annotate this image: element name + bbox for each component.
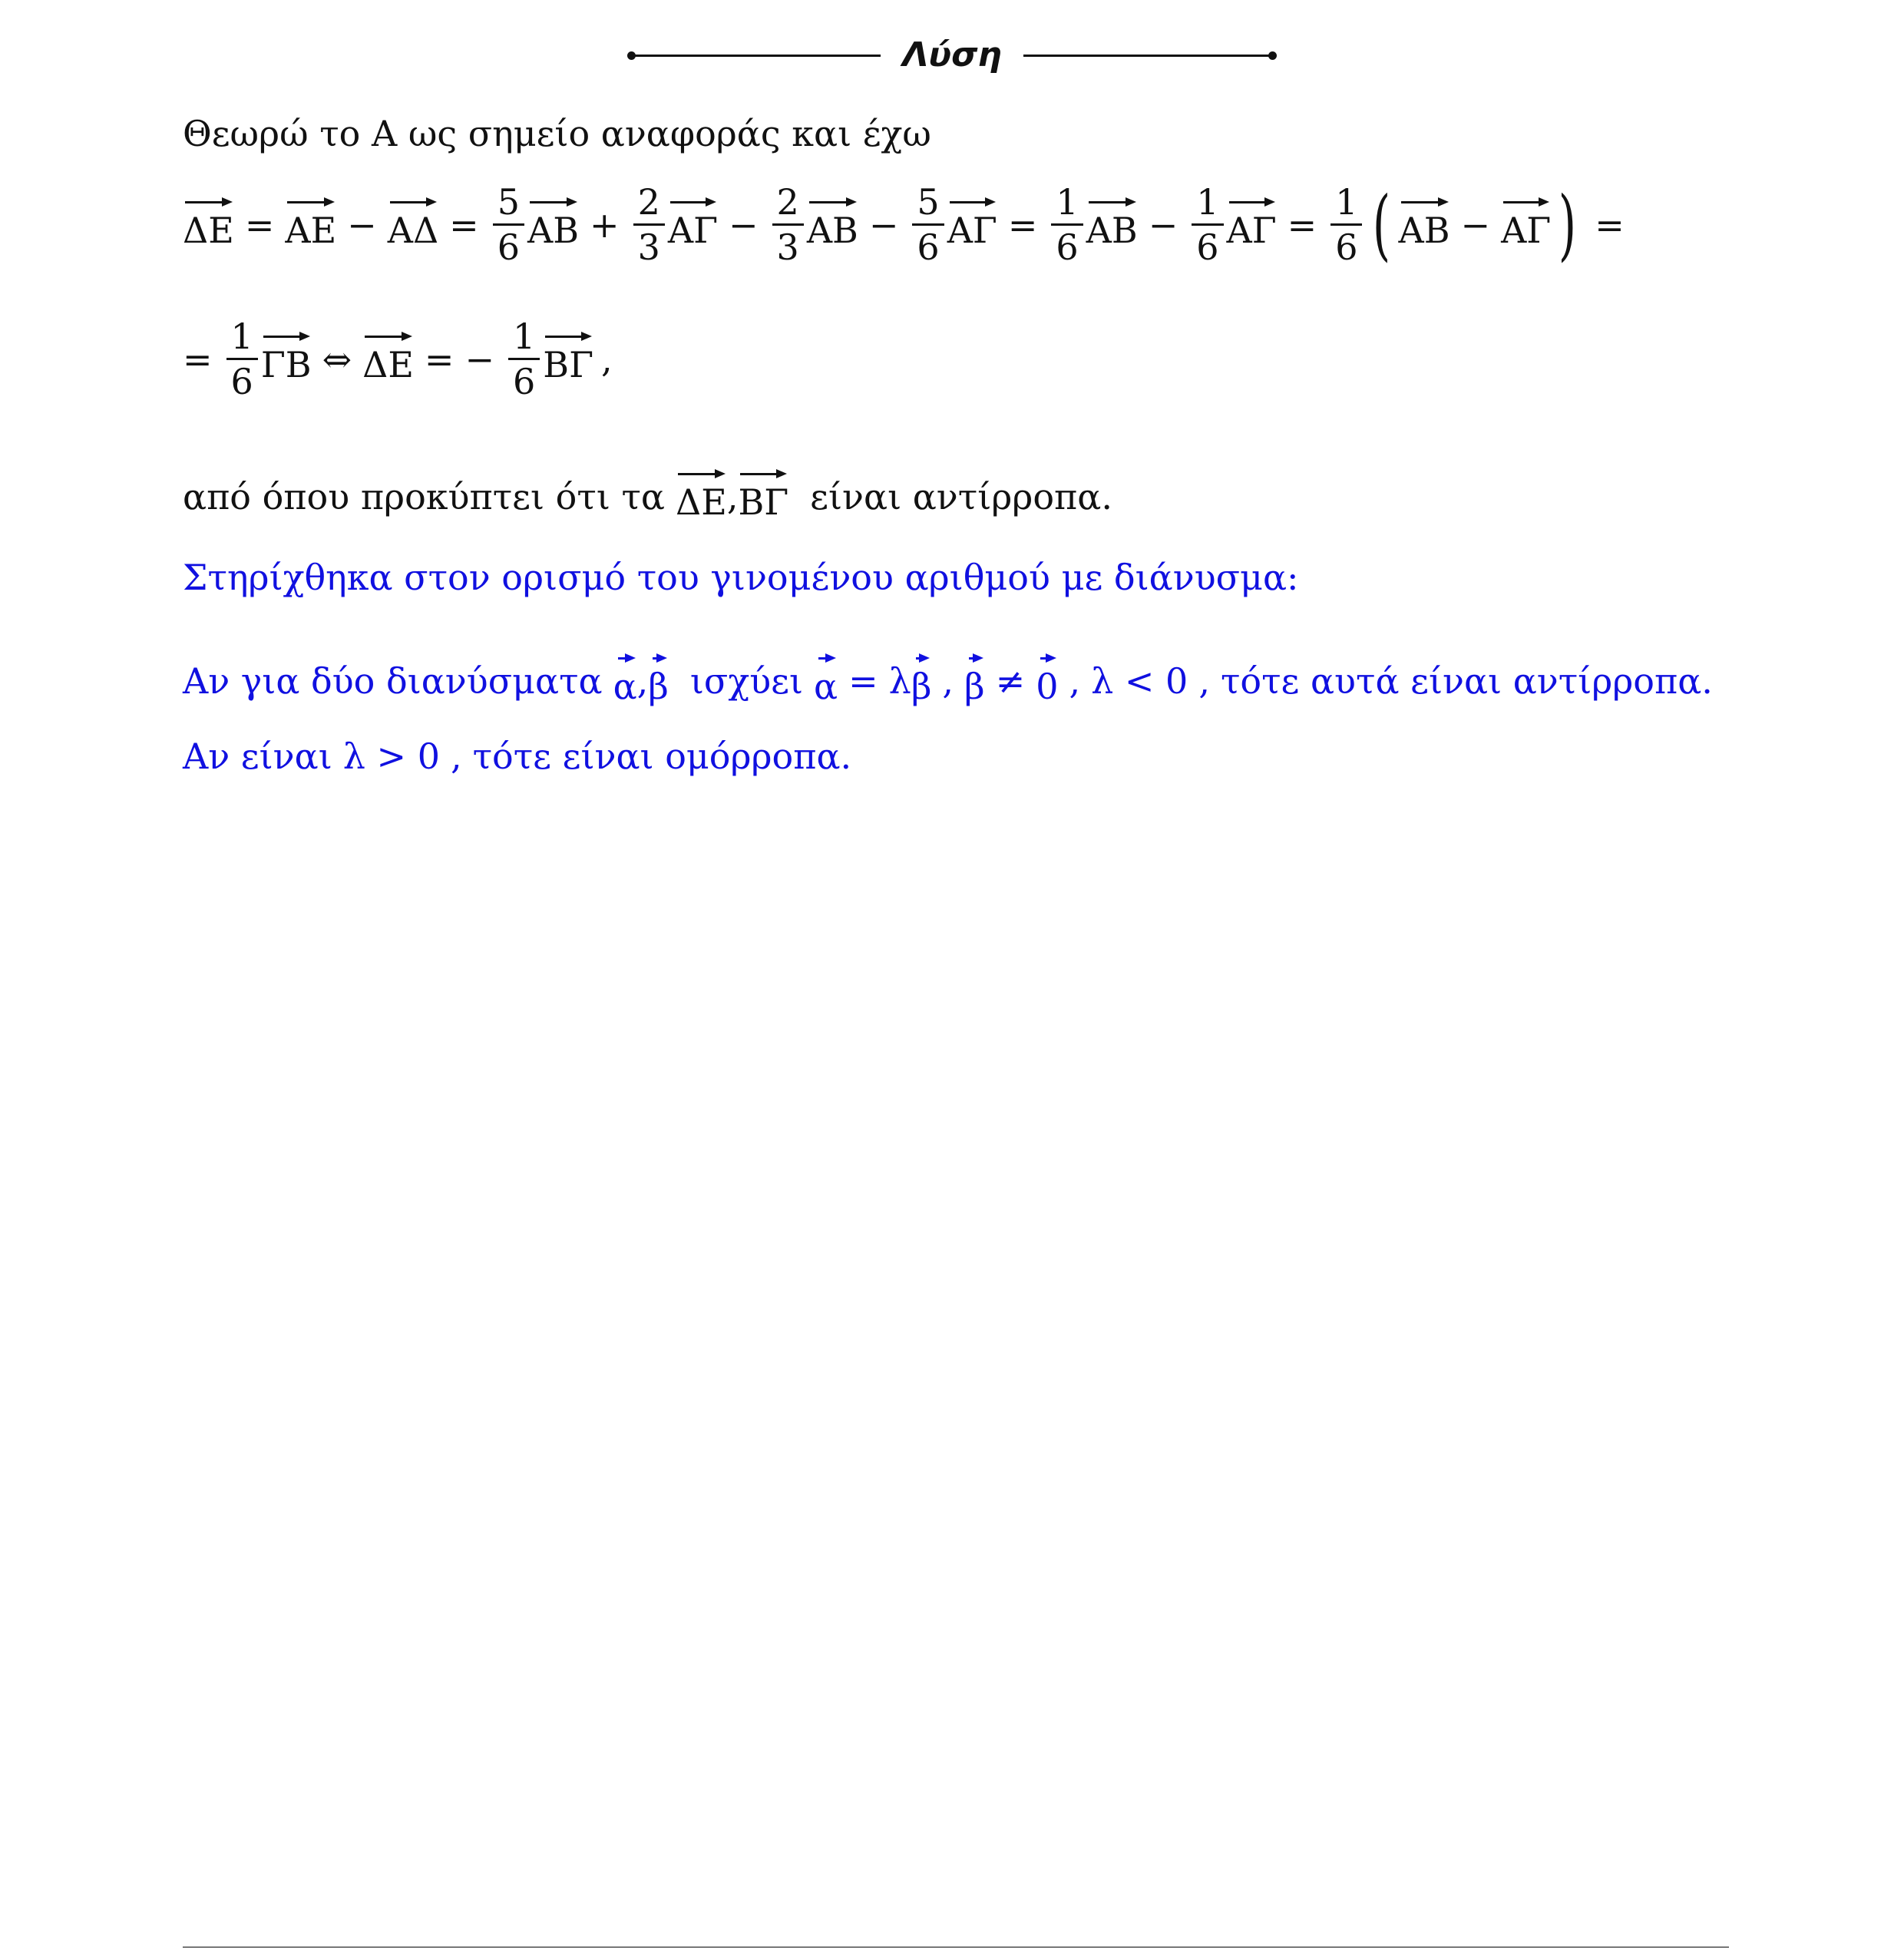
- numerator: 1: [1051, 180, 1083, 226]
- fraction: [772, 180, 804, 269]
- note-line-1: Στηρίχθηκα στον ορισμό του γινομένου αριθμού με διάνυσμα:: [183, 557, 1299, 598]
- denominator: 6: [230, 361, 253, 402]
- numerator: 1: [226, 315, 258, 360]
- denominator: 3: [637, 227, 660, 268]
- comma: ,: [942, 660, 954, 702]
- conclusion-text: από όπου προκύπτει ότι τα: [183, 476, 665, 518]
- denominator: 6: [1335, 227, 1358, 268]
- right-paren: ): [1559, 179, 1577, 270]
- comma: ,: [636, 660, 649, 702]
- footer-rule: [183, 1946, 1729, 1948]
- vector-beta: β: [964, 653, 985, 709]
- minus-sign: −: [1460, 203, 1491, 246]
- vector-de: ΔΕ: [183, 197, 234, 253]
- equals-sign: =: [244, 203, 275, 246]
- lambda: λ: [888, 660, 911, 702]
- note-line-2: [183, 653, 1713, 709]
- equals-sign: =: [1287, 203, 1317, 246]
- equals-sign: =: [449, 203, 479, 246]
- vector-ag: ΑΓ: [668, 197, 718, 253]
- vector-de: ΔΕ: [362, 331, 414, 388]
- lambda-condition: λ < 0: [1091, 660, 1188, 702]
- vector-ag: ΑΓ: [1501, 197, 1551, 253]
- vector-ad: ΑΔ: [388, 197, 438, 253]
- intro-line: Θεωρώ το Α ως σημείο αναφοράς και έχω: [183, 113, 931, 154]
- numerator: 5: [912, 180, 944, 226]
- denominator: 6: [1056, 227, 1079, 268]
- zero-vector: 0: [1036, 653, 1058, 709]
- vector-bg: ΒΓ: [738, 468, 788, 525]
- fraction: [508, 315, 540, 403]
- comma: ,: [1069, 660, 1081, 702]
- vector-ag: ΑΓ: [947, 197, 997, 253]
- note-line-3: [183, 733, 851, 779]
- conclusion-line: [183, 468, 1112, 525]
- fraction: [1192, 180, 1223, 269]
- iff-sign: ⇔: [322, 338, 352, 380]
- comma: ,: [1198, 660, 1210, 702]
- vector-ab: ΑΒ: [807, 197, 858, 253]
- vector-beta: β: [911, 653, 932, 709]
- comma: ,: [726, 476, 739, 518]
- fraction: [493, 180, 524, 269]
- numerator: 1: [1192, 180, 1223, 226]
- fraction: [633, 180, 665, 269]
- vector-ab: ΑΒ: [527, 197, 579, 253]
- note-text-end: τότε είναι ομόρροπα.: [472, 736, 852, 777]
- note-text: ισχύει: [689, 660, 804, 702]
- numerator: 1: [1330, 180, 1362, 226]
- numerator: 2: [772, 180, 804, 226]
- denominator: 3: [776, 227, 799, 268]
- header-rule-left: [631, 55, 881, 57]
- vector-alpha: α: [814, 653, 838, 709]
- solution-header: [0, 32, 1904, 78]
- note-text-end: τότε αυτά είναι αντίρροπα.: [1220, 660, 1713, 702]
- equation-line-1: [183, 180, 1635, 269]
- vector-ag: ΑΓ: [1227, 197, 1277, 253]
- fraction: [1051, 180, 1083, 269]
- minus-sign: −: [868, 203, 899, 246]
- comma: ,: [601, 338, 613, 380]
- numerator: 1: [508, 315, 540, 360]
- equals-sign: =: [424, 338, 455, 380]
- header-title: Λύση: [902, 35, 1002, 74]
- equation-line-2: [183, 315, 613, 403]
- vector-gb: ΓΒ: [261, 331, 312, 388]
- left-paren: (: [1373, 179, 1391, 270]
- note-text: Αν είναι: [183, 736, 332, 777]
- numerator: 2: [633, 180, 665, 226]
- denominator: 6: [513, 361, 536, 402]
- fraction: [226, 315, 258, 403]
- equals-sign: =: [1007, 203, 1038, 246]
- fraction: [912, 180, 944, 269]
- note-text: Αν για δύο διανύσματα: [183, 660, 603, 702]
- header-rule-right: [1023, 55, 1273, 57]
- equals-sign: =: [1595, 203, 1625, 246]
- denominator: 6: [497, 227, 520, 268]
- conclusion-text-end: είναι αντίρροπα.: [810, 476, 1112, 518]
- numerator: 5: [493, 180, 524, 226]
- vector-ab: ΑΒ: [1399, 197, 1450, 253]
- vector-ae: ΑΕ: [285, 197, 336, 253]
- plus-sign: +: [590, 203, 620, 246]
- vector-beta: β: [648, 653, 669, 709]
- vector-de: ΔΕ: [676, 468, 727, 525]
- minus-sign: −: [729, 203, 759, 246]
- vector-alpha: α: [613, 653, 637, 709]
- not-equal-sign: ≠: [995, 660, 1026, 702]
- lambda-condition: λ > 0: [342, 736, 440, 777]
- equals-sign: =: [848, 660, 878, 702]
- denominator: 6: [1196, 227, 1219, 268]
- fraction: [1330, 180, 1362, 269]
- minus-sign: −: [347, 203, 377, 246]
- denominator: 6: [917, 227, 940, 268]
- minus-sign: −: [1148, 203, 1178, 246]
- vector-bg: ΒΓ: [543, 331, 593, 388]
- comma: ,: [450, 736, 462, 777]
- vector-ab: ΑΒ: [1086, 197, 1138, 253]
- equals-sign: =: [183, 338, 213, 380]
- minus-sign: −: [464, 338, 495, 380]
